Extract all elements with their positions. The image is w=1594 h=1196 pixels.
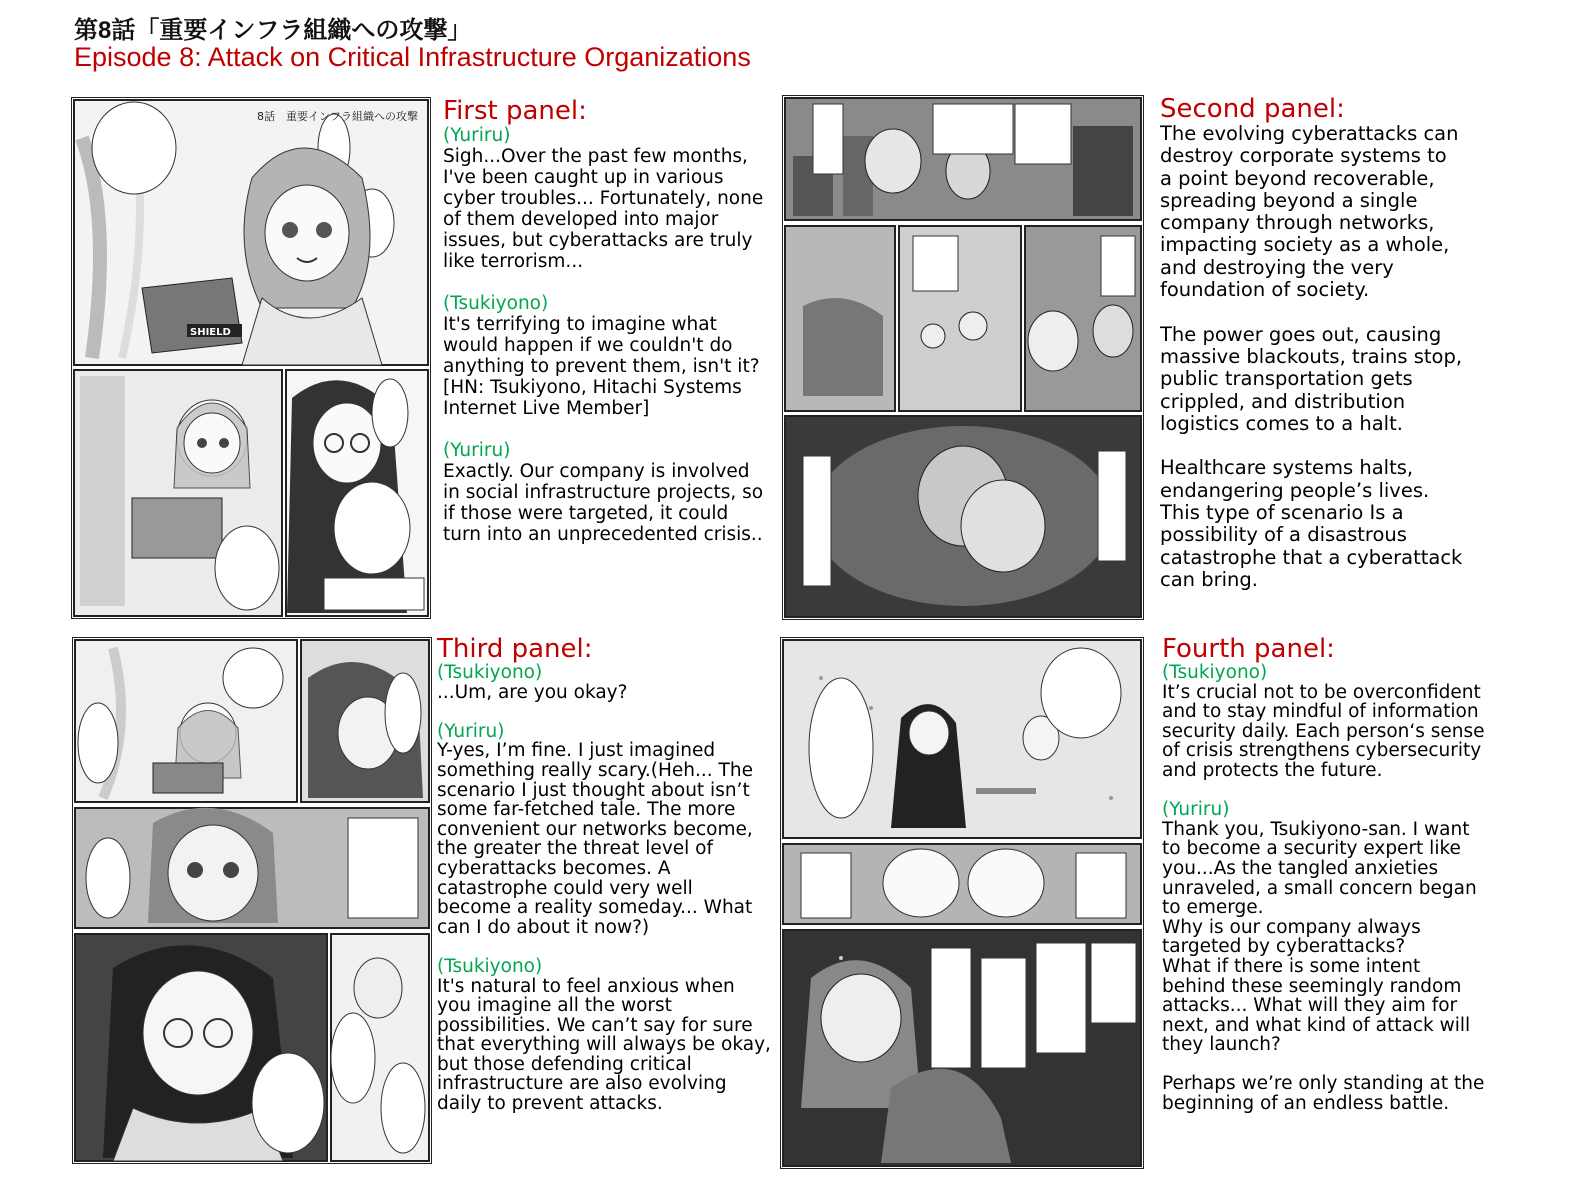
episode-title-english: Episode 8: Attack on Critical Infrastructure Organizations <box>74 42 751 72</box>
dialogue-line: targeted by cyberattacks? <box>1162 936 1406 958</box>
dialogue-line: Sigh...Over the past few months, <box>443 146 748 167</box>
dialogue-line: Why is our company always <box>1162 916 1421 938</box>
block-spacer <box>437 702 771 722</box>
dialogue-line: in social infrastructure projects, so <box>443 482 764 503</box>
dialogue-line: cyber troubles... Fortunately, none <box>443 188 764 209</box>
dialogue-line: catastrophe could very well <box>437 877 693 899</box>
dialogue-line: It's natural to feel anxious when <box>437 975 735 997</box>
dialogue-line: attacks... What will they aim for <box>1162 995 1458 1017</box>
dialogue-line: endangering people’s lives. <box>1160 478 1430 502</box>
dialogue-line: to emerge. <box>1162 897 1264 919</box>
dialogue-line: catastrophe that a cyberattack <box>1160 545 1463 569</box>
block-spacer <box>1162 781 1485 801</box>
dialogue-line: Healthcare systems halts, <box>1160 456 1414 480</box>
speaker-name: (Tsukiyono) <box>1162 662 1268 683</box>
dialogue-line: they launch? <box>1162 1034 1281 1056</box>
speaker-name: (Yuriru) <box>443 440 511 461</box>
dialogue-line: spreading beyond a single <box>1160 188 1418 212</box>
dialogue-line: [HN: Tsukiyono, Hitachi Systems <box>443 377 742 398</box>
dialogue-line: convenient our networks become, <box>437 818 753 840</box>
panel-2-text <box>1160 95 1462 591</box>
dialogue-line: Thank you, Tsukiyono-san. I want <box>1162 818 1470 840</box>
dialogue-line: public transportation gets <box>1160 367 1413 391</box>
panel-heading: Third panel: <box>437 634 593 664</box>
speaker-name: (Tsukiyono) <box>437 662 543 683</box>
block-spacer <box>443 272 763 293</box>
speaker-name: (Tsukiyono) <box>443 293 549 314</box>
dialogue-line: and to stay mindful of information <box>1162 701 1479 723</box>
manga-panel-2 <box>782 95 1144 620</box>
speaker-name: (Yuriru) <box>443 125 511 146</box>
panel-heading: Fourth panel: <box>1162 634 1335 664</box>
panel-heading: Second panel: <box>1160 94 1345 124</box>
manga-panel-1 <box>71 97 431 619</box>
speaker-name: (Yuriru) <box>1162 799 1230 821</box>
dialogue-line: foundation of society. <box>1160 278 1370 302</box>
dialogue-line: ...Um, are you okay? <box>437 681 628 703</box>
dialogue-line: issues, but cyberattacks are truly <box>443 230 753 251</box>
dialogue-line: What if there is some intent <box>1162 955 1421 977</box>
manga-panel-3 <box>72 637 432 1164</box>
dialogue-line: can I do about it now?) <box>437 916 650 938</box>
dialogue-line: the greater the threat level of <box>437 838 714 860</box>
dialogue-line: become a reality someday... What <box>437 897 753 919</box>
dialogue-line: scenario I just thought about isn’t <box>437 779 750 801</box>
dialogue-line: The power goes out, causing <box>1160 322 1442 346</box>
dialogue-line: if those were targeted, it could <box>443 503 729 524</box>
dialogue-line: anything to prevent them, isn't it? <box>443 356 760 377</box>
dialogue-line: and destroying the very <box>1160 255 1394 279</box>
episode-title-japanese: 第8話「重要インフラ組織への攻撃」 <box>74 17 472 44</box>
dialogue-line: can bring. <box>1160 567 1258 591</box>
dialogue-line: This type of scenario Is a <box>1160 501 1404 525</box>
dialogue-line: The evolving cyberattacks can <box>1160 122 1459 145</box>
dialogue-line: Perhaps we’re only standing at the <box>1162 1073 1485 1095</box>
block-spacer <box>1162 1055 1485 1075</box>
dialogue-line: daily to prevent attacks. <box>437 1093 663 1115</box>
dialogue-line: possibilities. We can’t say for sure <box>437 1014 753 1036</box>
manga-panel-4 <box>780 637 1144 1169</box>
dialogue-line: Y-yes, I’m fine. I just imagined <box>437 740 716 762</box>
dialogue-line: like terrorism... <box>443 251 584 272</box>
block-spacer <box>1160 435 1462 457</box>
dialogue-line: but those defending critical <box>437 1053 692 1075</box>
dialogue-line: crippled, and distribution <box>1160 389 1406 413</box>
dialogue-line: I've been caught up in various <box>443 167 724 188</box>
dialogue-line: impacting society as a whole, <box>1160 233 1450 257</box>
dialogue-line: behind these seemingly random <box>1162 975 1462 997</box>
dialogue-line: next, and what kind of attack will <box>1162 1014 1471 1036</box>
panel-4-text <box>1162 635 1485 1114</box>
episode-caption: 8話 重要インフラ組織への攻撃 <box>257 110 418 123</box>
dialogue-line: something really scary.(Heh... The <box>437 759 753 781</box>
dialogue-line: some far-fetched tale. The more <box>437 799 736 821</box>
dialogue-line: beginning of an endless battle. <box>1162 1093 1450 1115</box>
dialogue-line: unraveled, a small concern began <box>1162 877 1477 899</box>
panel-1-text <box>443 97 763 545</box>
dialogue-line: that everything will always be okay, <box>437 1034 771 1056</box>
dialogue-line: logistics comes to a halt. <box>1160 411 1403 435</box>
dialogue-line: a point beyond recoverable, <box>1160 166 1435 190</box>
block-spacer <box>437 937 771 957</box>
block-spacer <box>443 419 763 440</box>
dialogue-line: possibility of a disastrous <box>1160 523 1407 547</box>
dialogue-line: of them developed into major <box>443 209 719 230</box>
speaker-name: (Yuriru) <box>437 720 505 742</box>
dialogue-line: It’s crucial not to be overconfident <box>1162 681 1481 703</box>
panel-3-text <box>437 635 771 1114</box>
dialogue-line: massive blackouts, trains stop, <box>1160 344 1463 368</box>
dialogue-line: Exactly. Our company is involved <box>443 461 750 482</box>
dialogue-line: to become a security expert like <box>1162 838 1461 860</box>
dialogue-line: and protects the future. <box>1162 759 1383 781</box>
dialogue-line: of crisis strengthens cybersecurity <box>1162 740 1482 762</box>
dialogue-line: security daily. Each person‘s sense <box>1162 720 1485 742</box>
speaker-name: (Tsukiyono) <box>437 955 543 977</box>
block-spacer <box>1160 301 1462 323</box>
dialogue-line: you imagine all the worst <box>437 995 672 1017</box>
dialogue-line: Internet Live Member] <box>443 398 650 419</box>
dialogue-line: It's terrifying to imagine what <box>443 314 717 335</box>
panel-heading: First panel: <box>443 96 587 126</box>
dialogue-line: company through networks, <box>1160 211 1435 235</box>
laptop-logo: SHIELD <box>190 327 231 338</box>
dialogue-line: destroy corporate systems to <box>1160 144 1447 168</box>
dialogue-line: cyberattacks becomes. A <box>437 857 671 879</box>
dialogue-line: you...As the tangled anxieties <box>1162 857 1439 879</box>
dialogue-line: would happen if we couldn't do <box>443 335 733 356</box>
dialogue-line: turn into an unprecedented crisis.. <box>443 524 763 545</box>
dialogue-line: infrastructure are also evolving <box>437 1073 727 1095</box>
